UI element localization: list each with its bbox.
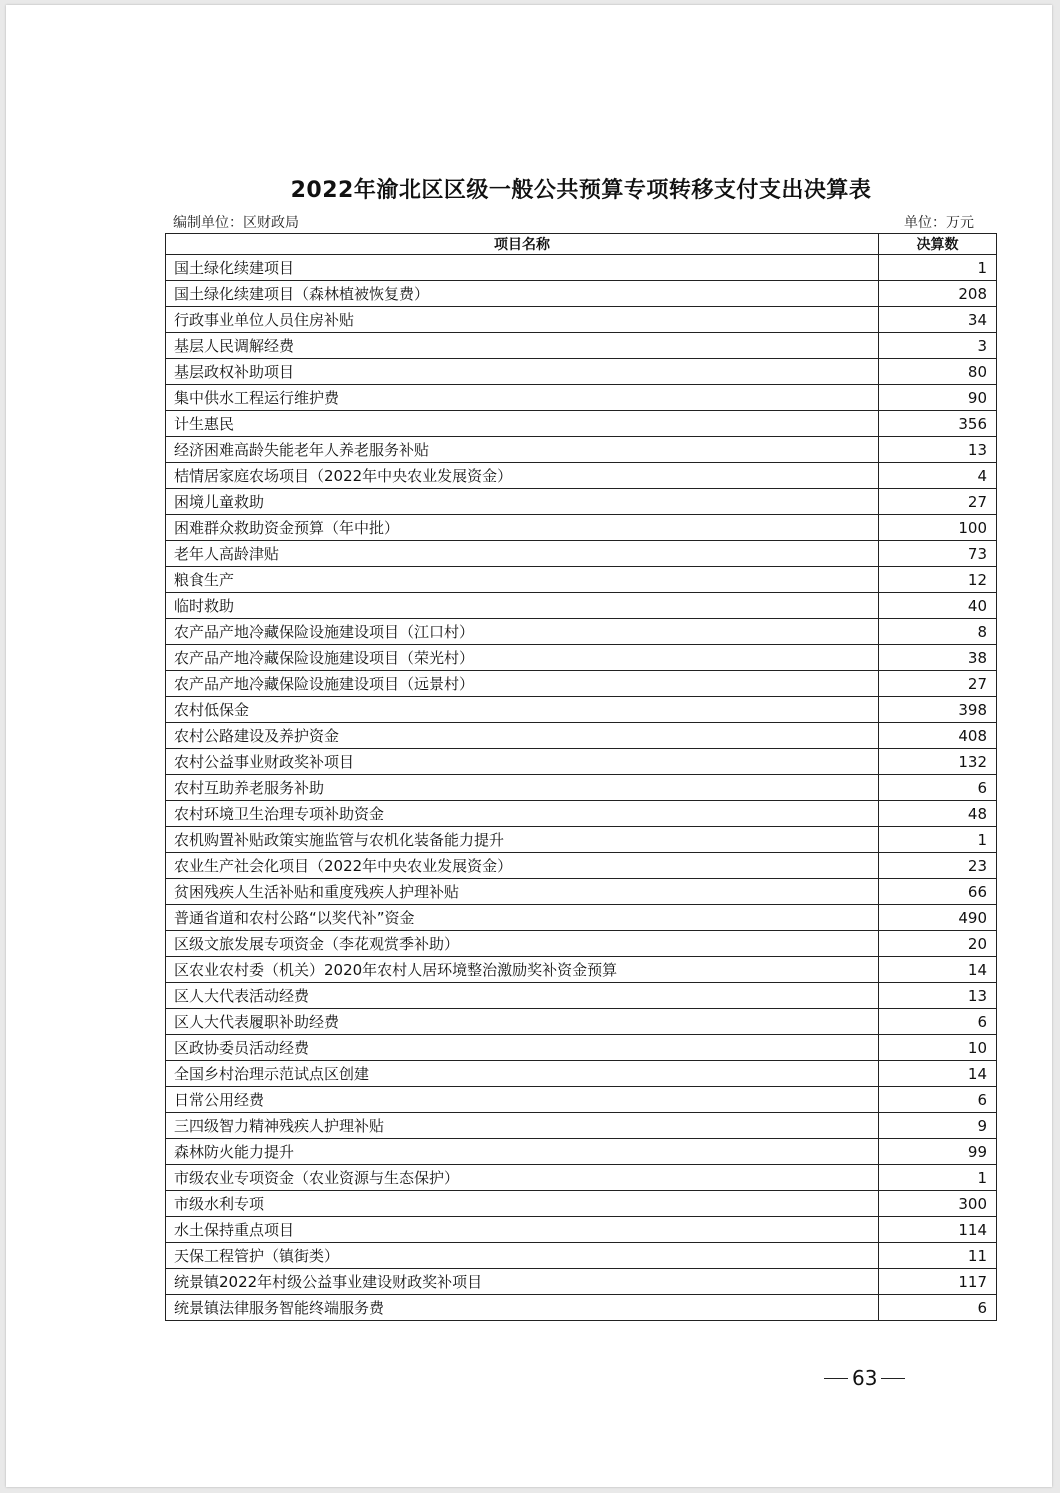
amount-cell: 132	[879, 749, 997, 775]
amount-cell: 8	[879, 619, 997, 645]
project-name-cell: 统景镇法律服务智能终端服务费	[166, 1295, 879, 1321]
table-row	[166, 489, 997, 515]
page-number	[820, 1366, 909, 1390]
project-name-cell: 区人大代表活动经费	[166, 983, 879, 1009]
project-name-cell: 集中供水工程运行维护费	[166, 385, 879, 411]
project-name-cell: 市级水利专项	[166, 1191, 879, 1217]
amount-cell: 38	[879, 645, 997, 671]
table-row	[166, 1295, 997, 1321]
header-project-name: 项目名称	[166, 234, 879, 255]
table-row	[166, 1217, 997, 1243]
budget-table	[165, 233, 997, 1321]
table-row	[166, 255, 997, 281]
project-name-cell: 区政协委员活动经费	[166, 1035, 879, 1061]
table-row	[166, 1243, 997, 1269]
amount-cell: 1	[879, 1165, 997, 1191]
table-row	[166, 827, 997, 853]
amount-cell: 73	[879, 541, 997, 567]
amount-cell: 40	[879, 593, 997, 619]
project-name-cell: 计生惠民	[166, 411, 879, 437]
project-name-cell: 农产品产地冷藏保险设施建设项目（荣光村）	[166, 645, 879, 671]
amount-cell: 11	[879, 1243, 997, 1269]
table-row	[166, 1269, 997, 1295]
amount-cell: 6	[879, 1295, 997, 1321]
table-row	[166, 593, 997, 619]
page-number-value: 63	[852, 1366, 878, 1390]
page-number-dash-right	[881, 1378, 905, 1379]
table-header-row	[166, 234, 997, 255]
table-row	[166, 281, 997, 307]
amount-cell: 398	[879, 697, 997, 723]
amount-cell: 1	[879, 255, 997, 281]
project-name-cell: 市级农业专项资金（农业资源与生态保护）	[166, 1165, 879, 1191]
table-row	[166, 1035, 997, 1061]
amount-cell: 208	[879, 281, 997, 307]
project-name-cell: 水土保持重点项目	[166, 1217, 879, 1243]
project-name-cell: 农业生产社会化项目（2022年中央农业发展资金）	[166, 853, 879, 879]
amount-cell: 10	[879, 1035, 997, 1061]
document-page	[6, 5, 1052, 1487]
project-name-cell: 行政事业单位人员住房补贴	[166, 307, 879, 333]
project-name-cell: 基层政权补助项目	[166, 359, 879, 385]
amount-cell: 6	[879, 775, 997, 801]
project-name-cell: 桔情居家庭农场项目（2022年中央农业发展资金）	[166, 463, 879, 489]
project-name-cell: 区人大代表履职补助经费	[166, 1009, 879, 1035]
table-row	[166, 957, 997, 983]
table-row	[166, 775, 997, 801]
project-name-cell: 国土绿化续建项目（森林植被恢复费）	[166, 281, 879, 307]
table-row	[166, 723, 997, 749]
amount-cell: 117	[879, 1269, 997, 1295]
amount-cell: 13	[879, 983, 997, 1009]
amount-cell: 27	[879, 489, 997, 515]
amount-cell: 100	[879, 515, 997, 541]
project-name-cell: 农村互助养老服务补助	[166, 775, 879, 801]
amount-cell: 99	[879, 1139, 997, 1165]
table-row	[166, 645, 997, 671]
header-amount: 决算数	[879, 234, 997, 255]
project-name-cell: 临时救助	[166, 593, 879, 619]
project-name-cell: 三四级智力精神残疾人护理补贴	[166, 1113, 879, 1139]
project-name-cell: 农产品产地冷藏保险设施建设项目（远景村）	[166, 671, 879, 697]
amount-cell: 490	[879, 905, 997, 931]
table-row	[166, 515, 997, 541]
table-row	[166, 1113, 997, 1139]
project-name-cell: 经济困难高龄失能老年人养老服务补贴	[166, 437, 879, 463]
table-row	[166, 619, 997, 645]
table-row	[166, 671, 997, 697]
amount-cell: 66	[879, 879, 997, 905]
table-row	[166, 541, 997, 567]
project-name-cell: 困境儿童救助	[166, 489, 879, 515]
project-name-cell: 农村环境卫生治理专项补助资金	[166, 801, 879, 827]
table-row	[166, 307, 997, 333]
amount-cell: 80	[879, 359, 997, 385]
project-name-cell: 日常公用经费	[166, 1087, 879, 1113]
project-name-cell: 贫困残疾人生活补贴和重度残疾人护理补贴	[166, 879, 879, 905]
amount-cell: 20	[879, 931, 997, 957]
table-row	[166, 1009, 997, 1035]
project-name-cell: 区级文旅发展专项资金（李花观赏季补助）	[166, 931, 879, 957]
amount-cell: 6	[879, 1009, 997, 1035]
project-name-cell: 基层人民调解经费	[166, 333, 879, 359]
document-title: 2022年渝北区区级一般公共预算专项转移支付支出决算表	[290, 178, 872, 203]
table-row	[166, 1139, 997, 1165]
table-row	[166, 905, 997, 931]
table-row	[166, 411, 997, 437]
amount-cell: 4	[879, 463, 997, 489]
table-row	[166, 801, 997, 827]
table-row	[166, 853, 997, 879]
amount-cell: 23	[879, 853, 997, 879]
table-row	[166, 359, 997, 385]
project-name-cell: 粮食生产	[166, 567, 879, 593]
project-name-cell: 森林防火能力提升	[166, 1139, 879, 1165]
project-name-cell: 农村公路建设及养护资金	[166, 723, 879, 749]
project-name-cell: 区农业农村委（机关）2020年农村人居环境整治激励奖补资金预算	[166, 957, 879, 983]
amount-cell: 3	[879, 333, 997, 359]
project-name-cell: 国土绿化续建项目	[166, 255, 879, 281]
table-row	[166, 463, 997, 489]
table-row	[166, 333, 997, 359]
table-row	[166, 1087, 997, 1113]
amount-cell: 14	[879, 1061, 997, 1087]
table-row	[166, 437, 997, 463]
amount-cell: 408	[879, 723, 997, 749]
project-name-cell: 老年人高龄津贴	[166, 541, 879, 567]
table-row	[166, 1061, 997, 1087]
table-row	[166, 697, 997, 723]
project-name-cell: 统景镇2022年村级公益事业建设财政奖补项目	[166, 1269, 879, 1295]
amount-cell: 34	[879, 307, 997, 333]
amount-cell: 27	[879, 671, 997, 697]
amount-cell: 9	[879, 1113, 997, 1139]
project-name-cell: 全国乡村治理示范试点区创建	[166, 1061, 879, 1087]
page-number-dash-left	[824, 1378, 848, 1379]
amount-cell: 300	[879, 1191, 997, 1217]
project-name-cell: 农机购置补贴政策实施监管与农机化装备能力提升	[166, 827, 879, 853]
project-name-cell: 农村低保金	[166, 697, 879, 723]
table-row	[166, 983, 997, 1009]
table-row	[166, 1191, 997, 1217]
amount-cell: 6	[879, 1087, 997, 1113]
table-body	[166, 255, 997, 1321]
amount-cell: 90	[879, 385, 997, 411]
table-row	[166, 385, 997, 411]
unit-label: 单位：万元	[904, 215, 974, 231]
project-name-cell: 农产品产地冷藏保险设施建设项目（江口村）	[166, 619, 879, 645]
amount-cell: 13	[879, 437, 997, 463]
compiler-label: 编制单位：区财政局	[173, 215, 299, 231]
table-row	[166, 931, 997, 957]
project-name-cell: 天保工程管护（镇街类）	[166, 1243, 879, 1269]
amount-cell: 356	[879, 411, 997, 437]
amount-cell: 48	[879, 801, 997, 827]
project-name-cell: 困难群众救助资金预算（年中批）	[166, 515, 879, 541]
project-name-cell: 农村公益事业财政奖补项目	[166, 749, 879, 775]
table-row	[166, 879, 997, 905]
amount-cell: 12	[879, 567, 997, 593]
amount-cell: 14	[879, 957, 997, 983]
amount-cell: 1	[879, 827, 997, 853]
table-row	[166, 1165, 997, 1191]
project-name-cell: 普通省道和农村公路“以奖代补”资金	[166, 905, 879, 931]
table-row	[166, 749, 997, 775]
amount-cell: 114	[879, 1217, 997, 1243]
table-row	[166, 567, 997, 593]
